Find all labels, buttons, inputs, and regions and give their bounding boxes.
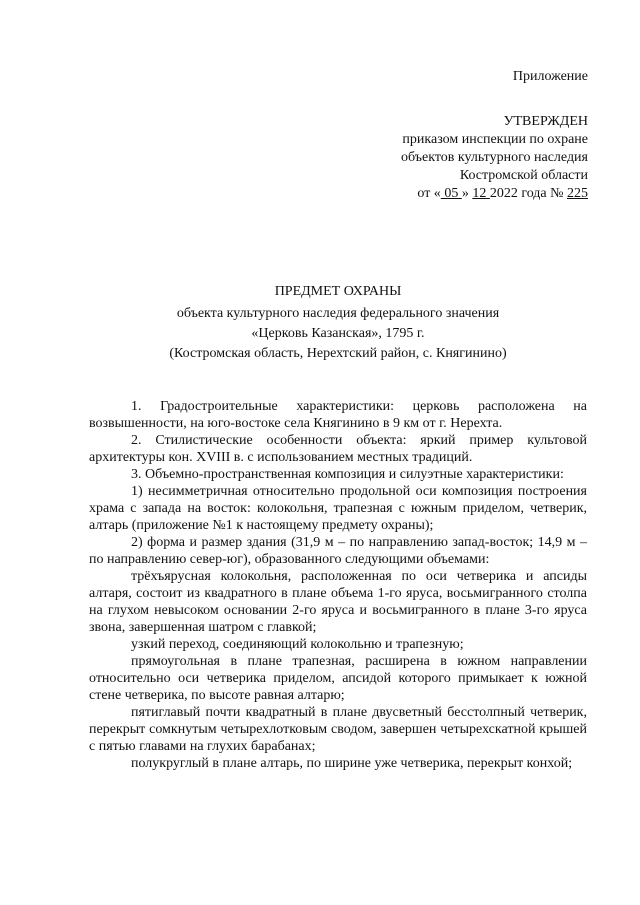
paragraph-passage: узкий переход, соединяющий колокольню и трапезную; [131, 637, 464, 652]
paragraph-urban-planning: 1. Градостроительные характеристики: церковь расположена на возвышенности, на юго-востоке села Княгинино в 9 км от г. Нерехта. [89, 399, 587, 431]
approval-header [401, 68, 588, 203]
paragraph-dimensions: 2) форма и размер здания (31,9 м – по направлению запад-восток; 14,9 м – по направлению север-юг), образованного следующими объемами: [89, 535, 587, 567]
approved-label: УТВЕРЖДЕН [503, 114, 588, 129]
title-block [88, 282, 588, 364]
date-year: 2022 года № [489, 186, 567, 201]
document-body [89, 398, 587, 772]
paragraph-asymmetric-layout: 1) несимметричная относительно продольной оси композиция построения храма с запада на восток: колокольня, трапезная с южным приделом, четверик, алтарь (приложение №1 к настоящему предмету охраны); [89, 484, 587, 533]
order-date-line [401, 185, 588, 203]
paragraph-refectory: прямоугольная в плане трапезная, расширена в южном направлении относительно оси четверика приделом, апсидой которого примыкает к южной стене четверика, по высоте равная алтарю; [89, 654, 587, 703]
order-line-2: объектов культурного наследия [400, 150, 588, 165]
title-line-1: объекта культурного наследия федерального значения [176, 306, 500, 321]
title-line-3: (Костромская область, Нерехтский район, с. Княгинино) [169, 346, 507, 361]
date-prefix: от « [417, 186, 441, 201]
paragraph-composition: 3. Объемно-пространственная композиция и силуэтные характеристики: [131, 467, 564, 482]
date-month: 12 [472, 186, 490, 201]
order-line-3: Костромской области [459, 168, 588, 183]
order-line-1: приказом инспекции по охране [402, 132, 588, 147]
document-title: ПРЕДМЕТ ОХРАНЫ [274, 284, 402, 299]
paragraph-quadrangle: пятиглавый почти квадратный в плане двусветный бесстолпный четверик, перекрыт сомкнутым четырехлотковым сводом, завершен четырехскатной крышей с пятью главами на глухих барабанах; [89, 705, 587, 754]
paragraph-altar: полукруглый в плане алтарь, по ширине уже четверика, перекрыт конхой; [131, 756, 573, 771]
date-day: 05 [440, 186, 462, 201]
appendix-label: Приложение [512, 69, 588, 84]
paragraph-style: 2. Стилистические особенности объекта: яркий пример культовой архитектуры кон. XVIII в. с использованием местных традиций. [89, 433, 587, 465]
paragraph-bell-tower: трёхъярусная колокольня, расположенная по оси четверика и апсиды алтаря, состоит из квадратного в плане объема 1-го яруса, восьмигранного столпа на глухом невысоком основании 2-го яруса и восьмигранного в плане 3-го яруса звона, завершенная шатром с главкой; [89, 569, 587, 635]
date-separator: » [461, 186, 473, 201]
order-number: 225 [567, 186, 588, 201]
title-line-2: «Церковь Казанская», 1795 г. [251, 326, 425, 341]
